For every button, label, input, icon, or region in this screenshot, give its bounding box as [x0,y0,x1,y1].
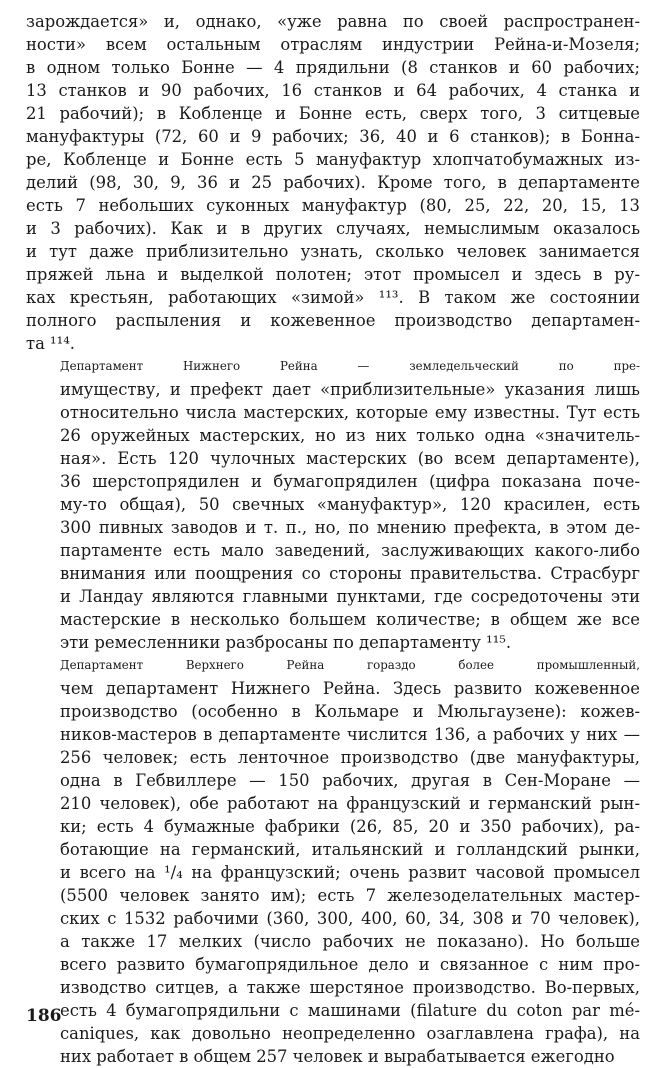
text-line: ная». Есть 120 чулочных мастерских (во всем департаменте), [60,449,640,468]
paragraph [26,10,640,355]
text-line: 210 человек), обе работают на французский и германский рын- [60,794,640,813]
text-line: а также 17 мелких (число рабочих не показано). Но больше [60,932,640,951]
text-line: ских с 1532 рабочими (360, 300, 400, 60, 34, 308 и 70 человек), [60,909,640,928]
paragraph [26,355,640,654]
text-line: и тут даже приблизительно узнать, сколько человек занимается [26,242,640,261]
text-line: 26 оружейных мастерских, но из них только одна «значитель- [60,426,640,445]
text-line: есть 4 бумагопрядильни с машинами (filature du coton par mé- [60,1001,640,1020]
text-line: ников-мастеров в департаменте числится 136, а рабочих у них — [60,725,640,744]
text-line: caniques, как довольно неопределенно озаглавлена графа), на [60,1024,640,1043]
text-line: 21 рабочий); в Кобленце и Бонне есть, сверх того, 3 ситцевые [26,104,640,123]
text-line: относительно числа мастерских, которые ему известны. Тут есть [60,403,640,422]
text-line: 256 человек; есть ленточное производство (две мануфактуры, [60,748,640,767]
text-line: имуществу, и префект дает «приблизительные» указания лишь [60,380,640,399]
page-number: 186 [26,1006,62,1026]
text-line: мануфактуры (72, 60 и 9 рабочих; 36, 40 и 6 станков); в Бонна- [26,127,640,146]
text-line: и 3 рабочих). Как и в других случаях, немыслимым оказалось [26,219,640,238]
text-line: (5500 человек занято им); есть 7 железоделательных мастер- [60,886,640,905]
text-line: ре, Кобленце и Бонне есть 5 мануфактур хлопчатобумажных из- [26,150,640,169]
text-line: 13 станков и 90 рабочих, 16 станков и 64 рабочих, 4 станка и [26,81,640,100]
text-line: ки; есть 4 бумажные фабрики (26, 85, 20 и 350 рабочих), ра- [60,817,640,836]
text-line: та ¹¹⁴. [26,334,75,353]
text-line: партаменте есть мало заведений, заслуживающих какого-либо [60,541,640,560]
text-line: му-то общая), 50 свечных «мануфактур», 120 красилен, есть [60,495,640,514]
text-line: Департамент Нижнего Рейна — земледельческий по пре- [60,359,640,373]
text-line: делий (98, 30, 9, 36 и 25 рабочих). Кроме того, в департаменте [26,173,640,192]
text-line: производство (особенно в Кольмаре и Мюльгаузене): кожев- [60,702,640,721]
text-line: ках крестьян, работающих «зимой» ¹¹³. В таком же состоянии [26,288,640,307]
text-line: Департамент Верхнего Рейна гораздо более промышленный, [60,658,640,672]
text-line: внимания или поощрения со стороны правительства. Страсбург [60,564,640,583]
text-line: пряжей льна и выделкой полотен; этот промысел и здесь в ру- [26,265,640,284]
text-line: мастерские в несколько большем количестве; в общем же все [60,610,640,629]
text-line: зарождается» и, однако, «уже равна по своей распространен- [26,12,640,31]
text-line: ботающие на германский, итальянский и голландский рынки, [60,840,640,859]
text-line: чем департамент Нижнего Рейна. Здесь развито кожевенное [60,679,640,698]
text-line: них работает в общем 257 человек и вырабатывается ежегодно [60,1047,615,1066]
text-line: полного распыления и кожевенное производство департамен- [26,311,640,330]
text-line: в одном только Бонне — 4 прядильни (8 станков и 60 рабочих; [26,58,640,77]
text-line: и всего на ¹/₄ на французский; очень развит часовой промысел [60,863,640,882]
text-line: эти ремесленники разбросаны по департаменту ¹¹⁵. [60,633,512,652]
text-line: есть 7 небольших суконных мануфактур (80, 25, 22, 20, 15, 13 [26,196,640,215]
text-line: всего развито бумагопрядильное дело и связанное с ним про- [60,955,640,974]
text-line: 36 шерстопрядилен и бумагопрядилен (цифра показана поче- [60,472,640,491]
text-line: и Ландау являются главными пунктами, где сосредоточены эти [60,587,640,606]
text-line: ности» всем остальным отраслям индустрии Рейна-и-Мозеля; [26,35,640,54]
text-line: изводство ситцев, а также шерстяное производство. Во-первых, [60,978,640,997]
body-text [26,10,640,1068]
text-line: одна в Гебвиллере — 150 рабочих, другая в Сен-Моране — [60,771,640,790]
paragraph [26,654,640,1068]
text-line: 300 пивных заводов и т. п., но, по мнению префекта, в этом де- [60,518,640,537]
